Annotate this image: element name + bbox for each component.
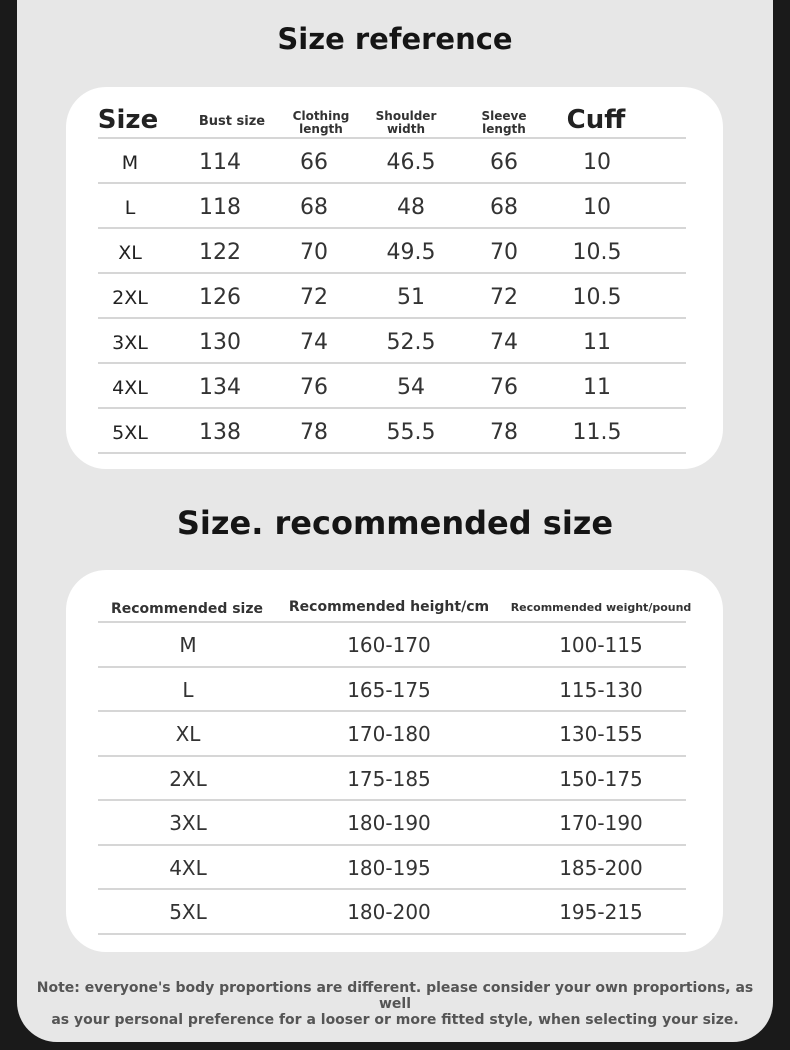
header-recommended-height: Recommended height/cm — [288, 599, 490, 615]
header-sleeve-length — [482, 110, 527, 136]
header-clothing-line1: Clothing — [292, 109, 350, 123]
cell-recommended-height: 160-170 — [347, 633, 431, 657]
cell-cuff: 10.5 — [572, 240, 622, 265]
table-row — [98, 890, 686, 935]
cell-recommended-size: L — [182, 677, 194, 702]
sizing-note — [20, 980, 770, 1028]
cell-shoulder-width: 55.5 — [386, 420, 436, 445]
cell-clothing-length: 68 — [300, 195, 328, 220]
cell-recommended-weight: 195-215 — [559, 900, 643, 924]
header-recommended-weight: Recommended weight/pound — [510, 601, 692, 614]
size-table-body — [98, 139, 686, 454]
recommended-size-title: Size. recommended size — [176, 504, 614, 542]
table-row — [98, 712, 686, 757]
cell-recommended-weight: 170-190 — [559, 811, 643, 835]
cell-recommended-size: XL — [175, 722, 201, 746]
cell-sleeve-length: 72 — [490, 285, 518, 310]
cell-sleeve-length: 70 — [490, 240, 518, 265]
cell-size: L — [124, 197, 136, 219]
cell-size: XL — [118, 242, 142, 264]
size-reference-table — [98, 95, 686, 454]
cell-recommended-size: 4XL — [169, 855, 207, 880]
size-reference-card — [66, 87, 723, 469]
cell-clothing-length: 66 — [300, 150, 328, 175]
cell-size: 3XL — [112, 332, 148, 354]
cell-size: 5XL — [112, 422, 148, 444]
cell-shoulder-width: 52.5 — [386, 330, 436, 355]
table-row — [98, 364, 686, 409]
size-table-header — [98, 95, 686, 139]
cell-sleeve-length: 66 — [490, 150, 518, 175]
header-bust: Bust size — [198, 114, 266, 129]
cell-recommended-height: 180-200 — [347, 900, 431, 924]
header-size: Size — [97, 105, 159, 135]
cell-cuff: 10.5 — [572, 285, 622, 310]
table-row — [98, 623, 686, 668]
header-shoulder-line1: Shoulder — [375, 109, 437, 123]
cell-size: M — [121, 152, 139, 174]
size-reference-title: Size reference — [277, 22, 513, 56]
cell-recommended-size: 2XL — [169, 766, 207, 791]
cell-clothing-length: 78 — [300, 420, 328, 445]
cell-recommended-weight: 150-175 — [559, 766, 643, 791]
cell-bust: 130 — [199, 330, 241, 355]
table-row — [98, 274, 686, 319]
header-clothing-line2: length — [299, 122, 343, 136]
cell-bust: 118 — [199, 195, 241, 220]
cell-shoulder-width: 46.5 — [386, 150, 436, 175]
table-row — [98, 668, 686, 713]
cell-shoulder-width: 48 — [397, 195, 425, 220]
cell-recommended-height: 175-185 — [347, 766, 431, 791]
cell-bust: 126 — [199, 285, 241, 310]
sizing-note-line2: as your personal preference for a looser or more fitted style, when selecting your size. — [51, 1012, 739, 1028]
cell-sleeve-length: 68 — [490, 195, 518, 220]
cell-clothing-length: 74 — [300, 330, 328, 355]
table-row — [98, 229, 686, 274]
table-row — [98, 409, 686, 454]
header-cuff: Cuff — [566, 105, 626, 135]
cell-cuff: 11 — [583, 375, 611, 400]
cell-size: 2XL — [112, 287, 148, 309]
cell-recommended-weight: 185-200 — [559, 855, 643, 880]
cell-clothing-length: 76 — [300, 375, 328, 400]
header-shoulder-width — [376, 110, 437, 136]
cell-cuff: 11 — [583, 330, 611, 355]
header-shoulder-line2: width — [386, 122, 426, 136]
table-row — [98, 319, 686, 364]
header-sleeve-line2: length — [482, 122, 526, 136]
cell-cuff: 10 — [583, 150, 611, 175]
cell-recommended-size: 5XL — [169, 900, 207, 924]
recommended-size-card — [66, 570, 723, 952]
cell-shoulder-width: 49.5 — [386, 240, 436, 265]
cell-size: 4XL — [112, 377, 148, 399]
cell-recommended-weight: 100-115 — [559, 633, 643, 657]
cell-clothing-length: 70 — [300, 240, 328, 265]
table-row — [98, 757, 686, 802]
table-row — [98, 139, 686, 184]
cell-cuff: 11.5 — [572, 420, 622, 445]
cell-sleeve-length: 76 — [490, 375, 518, 400]
cell-bust: 122 — [199, 240, 241, 265]
table-row — [98, 801, 686, 846]
table-row — [98, 184, 686, 229]
cell-shoulder-width: 51 — [397, 285, 425, 310]
cell-recommended-weight: 130-155 — [559, 722, 643, 746]
header-sleeve-line1: Sleeve — [481, 109, 527, 123]
cell-bust: 134 — [199, 375, 241, 400]
table-row — [98, 846, 686, 891]
cell-bust: 138 — [199, 420, 241, 445]
cell-cuff: 10 — [583, 195, 611, 220]
recommend-table-body — [98, 623, 686, 935]
header-recommended-size: Recommended size — [110, 601, 264, 617]
cell-clothing-length: 72 — [300, 285, 328, 310]
cell-recommended-height: 180-190 — [347, 811, 431, 835]
cell-recommended-weight: 115-130 — [559, 677, 643, 702]
cell-recommended-height: 180-195 — [347, 855, 431, 880]
cell-sleeve-length: 74 — [490, 330, 518, 355]
cell-sleeve-length: 78 — [490, 420, 518, 445]
cell-bust: 114 — [199, 150, 241, 175]
recommend-table-header — [98, 580, 692, 623]
cell-recommended-size: M — [179, 633, 197, 657]
cell-recommended-size: 3XL — [169, 811, 207, 835]
cell-recommended-height: 170-180 — [347, 722, 431, 746]
recommended-size-table — [98, 580, 692, 935]
sizing-note-line1: Note: everyone's body proportions are different. please consider your own proportions, as well — [36, 980, 754, 1012]
cell-shoulder-width: 54 — [397, 375, 425, 400]
cell-recommended-height: 165-175 — [347, 677, 431, 702]
header-clothing-length — [293, 110, 350, 136]
